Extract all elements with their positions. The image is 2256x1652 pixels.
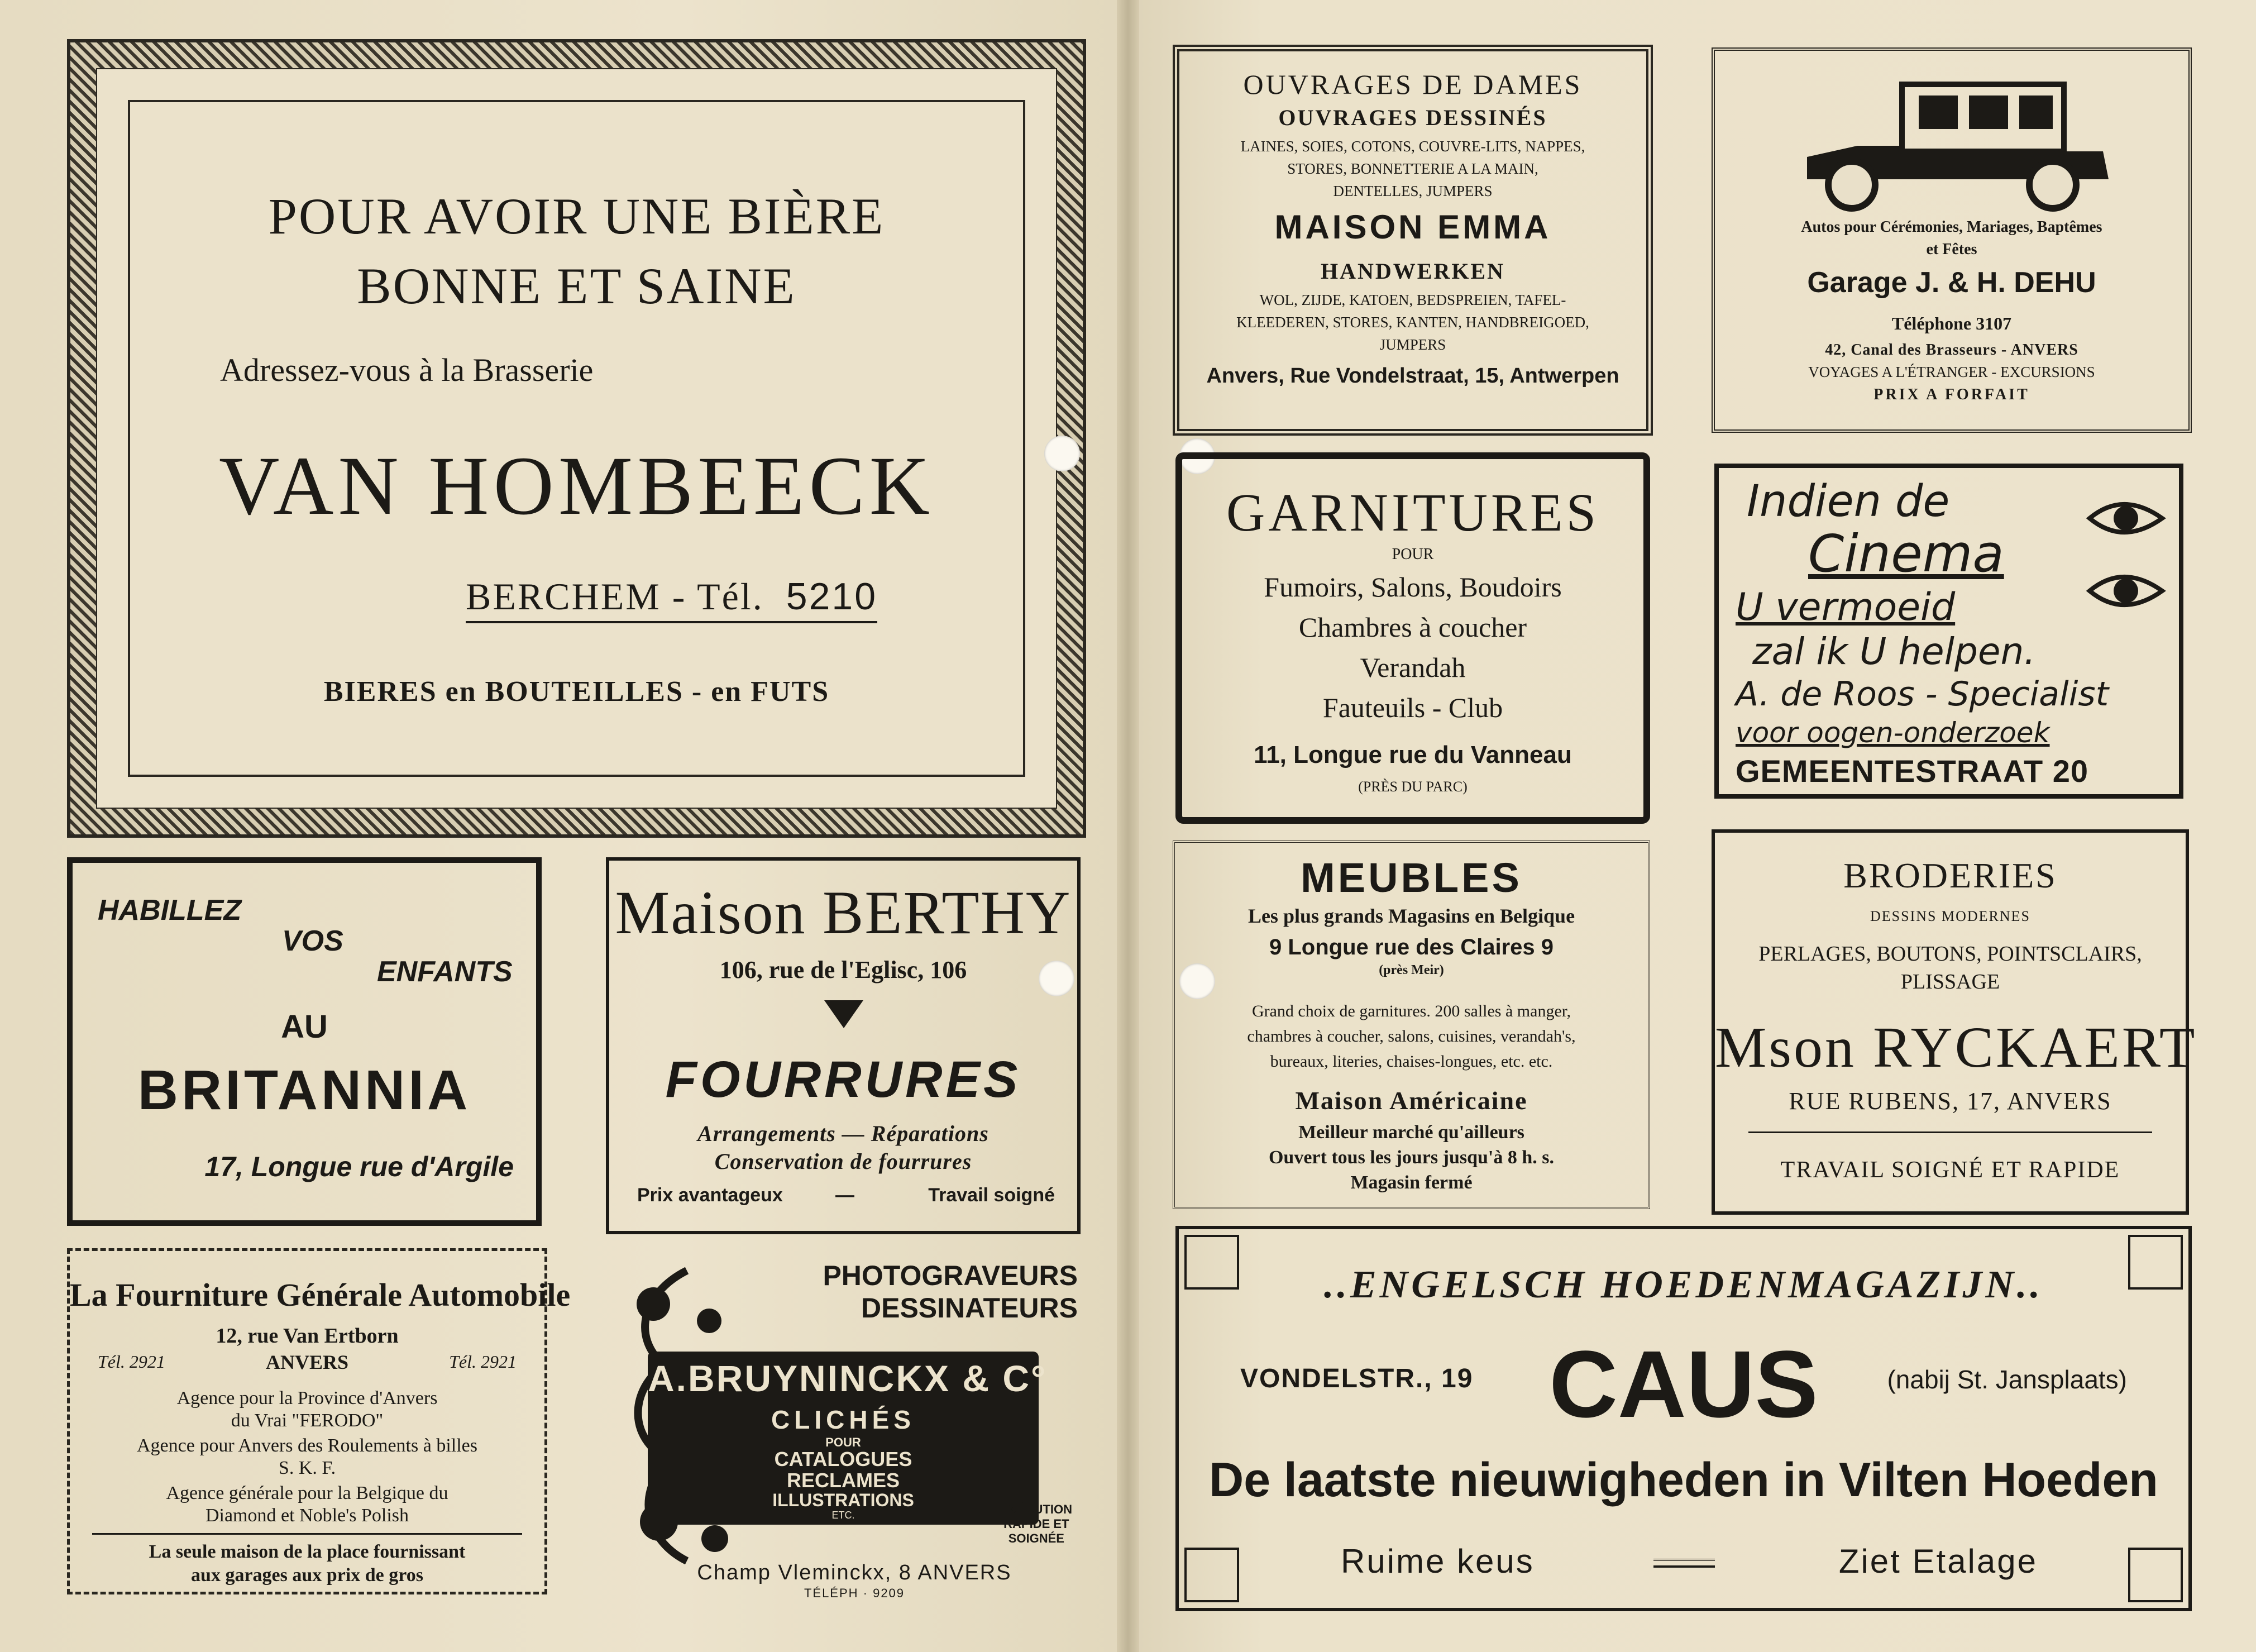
broderies-footer: TRAVAIL SOIGNÉ ET RAPIDE [1780,1157,2120,1183]
berthy-quality: Travail soigné [928,1185,1055,1206]
bruyninckx-illustrations: ILLUSTRATIONS [772,1490,914,1510]
bruyninckx-phone: TÉLÉPH · 9209 [804,1586,905,1600]
caus-footer-left: Ruime keus [1341,1543,1535,1580]
bruyninckx-execution [1001,1502,1072,1546]
beer-footer: BIERES en BOUTEILLES - en FUTS [323,676,830,708]
indien-line-6: voor oogen-onderzoek [1736,717,2050,749]
bruyninckx-reclames: RECLAMES [786,1469,900,1492]
beer-address [466,575,877,623]
garnitures-address: 11, Longue rue du Vanneau [1254,741,1572,768]
bruyninckx-cliches: CLICHÉS [771,1405,915,1434]
fourniture-phone-right: Tél. 2921 [449,1352,517,1372]
emma-desc-3: DENTELLES, JUMPERS [1333,183,1493,199]
indien-advertisement [1714,464,2183,799]
britannia-word-enfants: ENFANTS [377,956,513,988]
berthy-services-1: Arrangements — Réparations [697,1121,989,1146]
indien-line-5: A. de Roos - Specialist [1736,675,2109,714]
garnitures-line-2: Chambres à coucher [1298,612,1527,643]
eye-icon [2078,485,2168,619]
broderies-title: BRODERIES [1843,856,2057,895]
fourniture-phone-left: Tél. 2921 [98,1352,165,1372]
fourniture-advertisement [67,1248,571,1594]
britannia-au: AU [281,1009,328,1045]
caus-title: ..ENGELSCH HOEDENMAGAZIJN.. [1323,1263,2043,1306]
broderies-advertisement [1712,829,2197,1215]
meubles-title: MEUBLES [1301,854,1522,901]
fourniture-footer-2: aux garages aux prix de gros [191,1565,423,1586]
corner-ornament-icon [2128,1548,2183,1602]
garnitures-line-3: Verandah [1360,652,1466,683]
dehu-line-4: PRIX A FORFAIT [1873,386,2030,403]
bruyninckx-exec-2: RAPIDE ET [1003,1517,1069,1531]
emma-title-2: OUVRAGES DESSINÉS [1278,105,1547,130]
britannia-address: 17, Longue rue d'Argile [204,1151,514,1182]
fourniture-line-6: Diamond et Noble's Polish [205,1505,409,1526]
britannia-name: BRITANNIA [137,1059,471,1121]
indien-line-1: Indien de [1747,476,1950,527]
caus-name: CAUS [1549,1331,1818,1438]
fourniture-title: La Fourniture Générale Automobile [70,1277,571,1313]
fourniture-footer-1: La seule maison de la place fournissant [149,1541,466,1562]
dehu-address: 42, Canal des Brasseurs - ANVERS [1825,341,2078,359]
meubles-desc-2: chambres à coucher, salons, cuisines, verandah's, [1247,1027,1576,1045]
beer-headline-1: POUR AVOIR UNE BIÈRE [268,188,885,245]
caus-footer-right: Ziet Etalage [1838,1543,2038,1580]
meubles-advertisement [1173,841,1650,1209]
bruyninckx-address: Champ Vleminckx, 8 ANVERS [697,1561,1012,1584]
berthy-title: FOURRURES [665,1051,1021,1108]
broderies-subtitle: DESSINS MODERNES [1870,908,2030,924]
bruyninckx-pour: POUR [825,1435,861,1449]
fourniture-divider [92,1533,522,1535]
emma-address: Anvers, Rue Vondelstraat, 15, Antwerpen [1206,364,1619,388]
emma-dutch-2: KLEEDEREN, STORES, KANTEN, HANDBREIGOED, [1236,314,1589,331]
bruyninckx-etc: ETC. [831,1510,855,1521]
berthy-name: Maison BERTHY [615,878,1072,947]
car-icon [1790,73,2125,213]
caus-location: (nabij St. Jansplaats) [1887,1365,2127,1394]
bruyninckx-headline [823,1259,1078,1324]
fourniture-line-2: du Vrai "FERODO" [231,1410,384,1431]
meubles-line-3: (près Meir) [1379,963,1444,977]
fourniture-street: 12, rue Van Ertborn [216,1324,399,1348]
bruyninckx-exec-3: SOIGNÉE [1008,1531,1064,1545]
bruyninckx-catalogues: CATALOGUES [774,1448,912,1470]
dehu-name: Garage J. & H. DEHU [1807,266,2096,299]
berthy-advertisement [606,857,1081,1234]
emma-desc-1: LAINES, SOIES, COTONS, COUVRE-LITS, NAPPES, [1240,138,1585,155]
dehu-line-2: et Fêtes [1926,241,1977,258]
caus-separator [1653,1559,1715,1568]
bruyninckx-headline-2: DESSINATEURS [861,1292,1078,1324]
bruyninckx-headline-1: PHOTOGRAVEURS [823,1260,1078,1291]
britannia-word-vos: VOS [282,925,343,957]
beer-address-text: BERCHEM - Tél. [466,575,764,618]
meubles-footer-2: Ouvert tous les jours jusqu'à 8 h. s. [1268,1147,1554,1168]
dehu-line-3: VOYAGES A L'ÉTRANGER - EXCURSIONS [1808,364,2095,380]
garnitures-near: (PRÈS DU PARC) [1358,779,1468,795]
emma-dutch-3: JUMPERS [1379,336,1446,353]
berthy-prices: Prix avantageux [637,1185,783,1206]
berthy-services-2: Conservation de fourrures [714,1149,972,1174]
emma-advertisement [1173,45,1653,436]
caus-address: VONDELSTR., 19 [1240,1364,1474,1393]
berthy-address: 106, rue de l'Eglisc, 106 [719,956,967,983]
broderies-line-1: PERLAGES, BOUTONS, POINTSCLAIRS, [1758,942,2142,966]
punch-hole [1044,436,1080,471]
indien-line-4: zal ik U helpen. [1752,630,2036,673]
fourniture-line-4: S. K. F. [278,1458,336,1478]
emma-name: MAISON EMMA [1274,208,1551,246]
britannia-word-habillez: HABILLEZ [98,894,242,927]
berthy-dash: — [835,1185,854,1206]
broderies-address: RUE RUBENS, 17, ANVERS [1789,1087,2112,1115]
indien-line-2: Cinema [1808,524,2004,584]
beer-phone: 5210 [786,575,878,618]
beer-advertisement [67,39,1086,838]
dehu-phone: Téléphone 3107 [1891,313,2012,333]
garnitures-line-1: Fumoirs, Salons, Boudoirs [1264,571,1562,603]
garnitures-pour: POUR [1392,546,1434,563]
bruyninckx-advertisement [614,1248,1094,1606]
page-gutter [1117,0,1139,1652]
dehu-line-1: Autos pour Cérémonies, Mariages, Baptêmes [1801,218,2102,236]
beer-brand-name: VAN HOMBEECK [219,440,934,532]
corner-ornament-icon [1184,1548,1239,1602]
broderies-name: Mson RYCKAERT [1715,1015,2197,1080]
meubles-footer-1: Meilleur marché qu'ailleurs [1298,1122,1524,1143]
garnitures-title: GARNITURES [1226,483,1599,542]
garnitures-advertisement [1175,452,1650,824]
caus-tagline: De laatste nieuwigheden in Vilten Hoeden [1209,1453,2158,1507]
emma-dutch-title: HANDWERKEN [1320,259,1505,284]
emma-dutch-1: WOL, ZIJDE, KATOEN, BEDSPREIEN, TAFEL- [1259,292,1566,308]
meubles-desc-3: bureaux, literies, chaises-longues, etc. etc. [1270,1052,1553,1071]
britannia-advertisement [67,857,542,1226]
beer-brasserie-line: Adressez-vous à la Brasserie [220,352,594,388]
caus-advertisement [1175,1226,2192,1611]
garnitures-line-4: Fauteuils - Club [1322,692,1503,723]
fourniture-line-3: Agence pour Anvers des Roulements à billes [137,1435,477,1456]
meubles-footer-3: Magasin fermé [1350,1172,1473,1193]
emma-desc-2: STORES, BONNETTERIE A LA MAIN, [1287,160,1538,177]
berthy-triangle-icon [824,1000,863,1028]
indien-line-7: GEMEENTESTRAAT 20 [1736,753,2089,789]
broderies-line-2: PLISSAGE [1900,970,2000,994]
indien-line-3: U vermoeid [1736,585,1956,629]
meubles-line-2: 9 Longue rue des Claires 9 [1269,935,1554,959]
broderies-divider [1748,1131,2152,1133]
bruyninckx-dark-panel [648,1352,1048,1525]
meubles-name: Maison Américaine [1295,1086,1528,1115]
bruyninckx-exec-1: EXÉCUTION [1000,1502,1072,1516]
dehu-advertisement [1712,47,2192,433]
meubles-desc-1: Grand choix de garnitures. 200 salles à manger, [1251,1002,1571,1020]
emma-title-1: OUVRAGES DE DAMES [1243,69,1583,100]
fourniture-line-5: Agence générale pour la Belgique du [166,1483,448,1503]
bruyninckx-name: A.BRUYNINCKX & C° [648,1358,1048,1399]
meubles-line-1: Les plus grands Magasins en Belgique [1248,905,1575,927]
fourniture-line-1: Agence pour la Province d'Anvers [176,1388,438,1409]
fourniture-city: ANVERS [265,1351,349,1373]
beer-ad-panel [96,68,1057,809]
beer-headline-2: BONNE ET SAINE [357,257,796,314]
